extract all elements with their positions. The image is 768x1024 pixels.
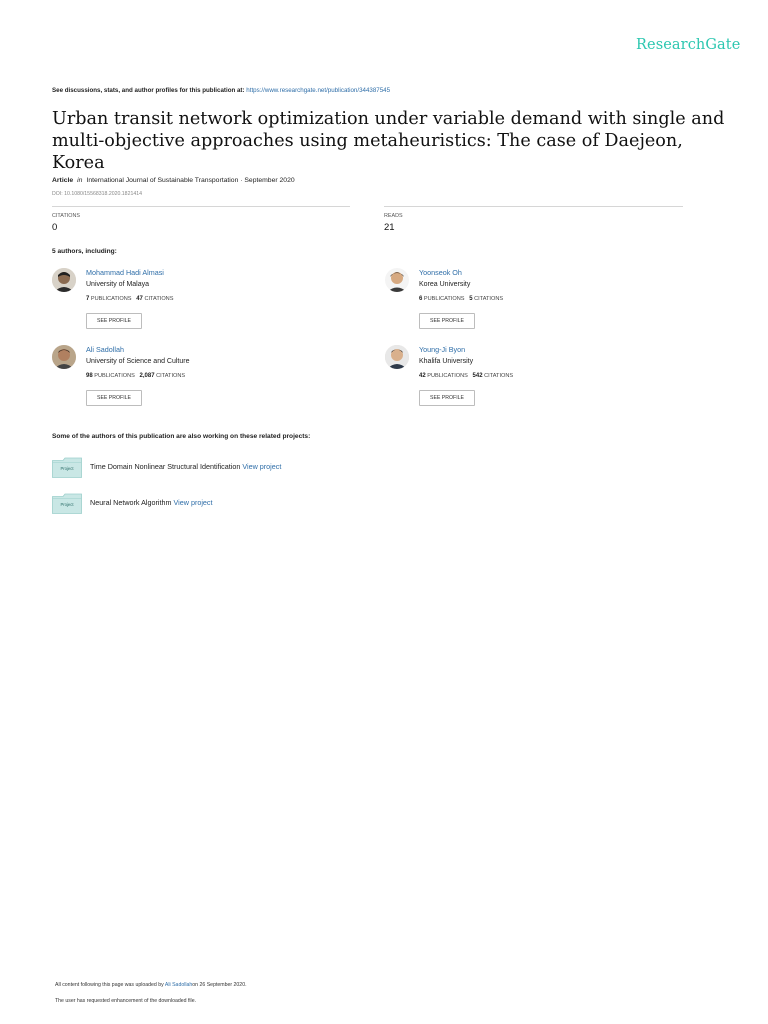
citations-label: CITATIONS <box>52 213 80 219</box>
publications-count: 42 <box>419 373 426 379</box>
divider <box>384 206 683 207</box>
author-stats <box>86 296 173 302</box>
see-profile-button[interactable]: SEE PROFILE <box>86 390 142 406</box>
author-name-link[interactable]: Mohammad Hadi Almasi <box>86 268 164 277</box>
citations-label: CITATIONS <box>144 296 174 302</box>
citations-label: CITATIONS <box>484 373 514 379</box>
project-item <box>52 457 452 481</box>
upload-prefix: All content following this page was uploaded by <box>55 982 164 988</box>
avatar[interactable] <box>52 345 76 369</box>
view-project-link[interactable]: View project <box>173 498 213 507</box>
author-institution: Korea University <box>419 281 471 288</box>
author-stats <box>86 373 185 379</box>
publications-count: 7 <box>86 296 90 302</box>
author-name-link[interactable]: Yoonseok Oh <box>419 268 462 277</box>
avatar[interactable] <box>385 345 409 369</box>
meta-in: in <box>77 177 83 184</box>
project-icon-label: Project <box>60 502 74 507</box>
author-card <box>52 345 352 415</box>
enhancement-note: The user has requested enhancement of the downloaded file. <box>55 998 197 1004</box>
author-stats <box>419 296 503 302</box>
researchgate-logo[interactable]: ResearchGate <box>636 37 741 53</box>
avatar[interactable] <box>52 268 76 292</box>
publications-label: PUBLICATIONS <box>423 296 465 302</box>
divider <box>52 206 350 207</box>
project-name: Time Domain Nonlinear Structural Identification <box>90 462 241 471</box>
publication-title: Urban transit network optimization under variable demand with single and multi-objective approaches using metaheuristics: The case of Daejeon, Korea <box>52 109 725 173</box>
citations-label: CITATIONS <box>474 296 504 302</box>
author-institution: University of Malaya <box>86 281 150 288</box>
project-item <box>52 493 452 517</box>
project-icon-label: Project <box>60 466 74 471</box>
citations-label: CITATIONS <box>156 373 186 379</box>
citations-count: 47 <box>136 296 143 302</box>
publications-label: PUBLICATIONS <box>90 296 132 302</box>
see-profile-button[interactable]: SEE PROFILE <box>86 313 142 329</box>
publications-count: 98 <box>86 373 93 379</box>
citations-count: 0 <box>52 222 58 233</box>
author-card <box>385 268 685 338</box>
journal-info: International Journal of Sustainable Transportation · September 2020 <box>86 177 295 184</box>
project-name: Neural Network Algorithm <box>90 498 172 507</box>
author-name-link[interactable]: Ali Sadollah <box>86 345 124 354</box>
authors-heading: 5 authors, including: <box>52 248 117 255</box>
citations-count: 5 <box>469 296 473 302</box>
discussion-prefix: See discussions, stats, and author profiles for this publication at: <box>52 87 245 94</box>
project-text <box>90 462 281 471</box>
publication-url-link[interactable]: https://www.researchgate.net/publication/344387545 <box>246 87 391 94</box>
author-name-link[interactable]: Young-Ji Byon <box>419 345 466 354</box>
publications-label: PUBLICATIONS <box>427 373 468 379</box>
author-stats <box>419 373 513 379</box>
see-profile-button[interactable]: SEE PROFILE <box>419 390 475 406</box>
upload-suffix: on 26 September 2020. <box>192 982 247 988</box>
project-folder-icon <box>52 493 82 514</box>
project-folder-icon <box>52 457 82 478</box>
publications-count: 6 <box>419 296 423 302</box>
author-institution: Khalifa University <box>419 358 474 365</box>
reads-count: 21 <box>384 222 395 233</box>
avatar[interactable] <box>385 268 409 292</box>
related-projects-heading: Some of the authors of this publication are also working on these related projects: <box>52 433 311 440</box>
view-project-link[interactable]: View project <box>242 462 282 471</box>
publication-meta <box>52 177 295 184</box>
publications-label: PUBLICATIONS <box>94 373 135 379</box>
doi: DOI: 10.1080/15568318.2020.1821414 <box>52 191 142 197</box>
citations-count: 2,087 <box>139 373 155 379</box>
see-profile-button[interactable]: SEE PROFILE <box>419 313 475 329</box>
publication-type: Article <box>52 177 74 184</box>
reads-label: READS <box>384 213 403 219</box>
uploader-link[interactable]: Ali Sadollah <box>164 982 193 988</box>
project-text <box>90 498 213 507</box>
discussion-line <box>52 87 390 94</box>
author-card <box>52 268 352 338</box>
upload-note <box>55 982 247 988</box>
author-card <box>385 345 685 415</box>
author-institution: University of Science and Culture <box>86 358 190 365</box>
citations-count: 542 <box>472 373 483 379</box>
